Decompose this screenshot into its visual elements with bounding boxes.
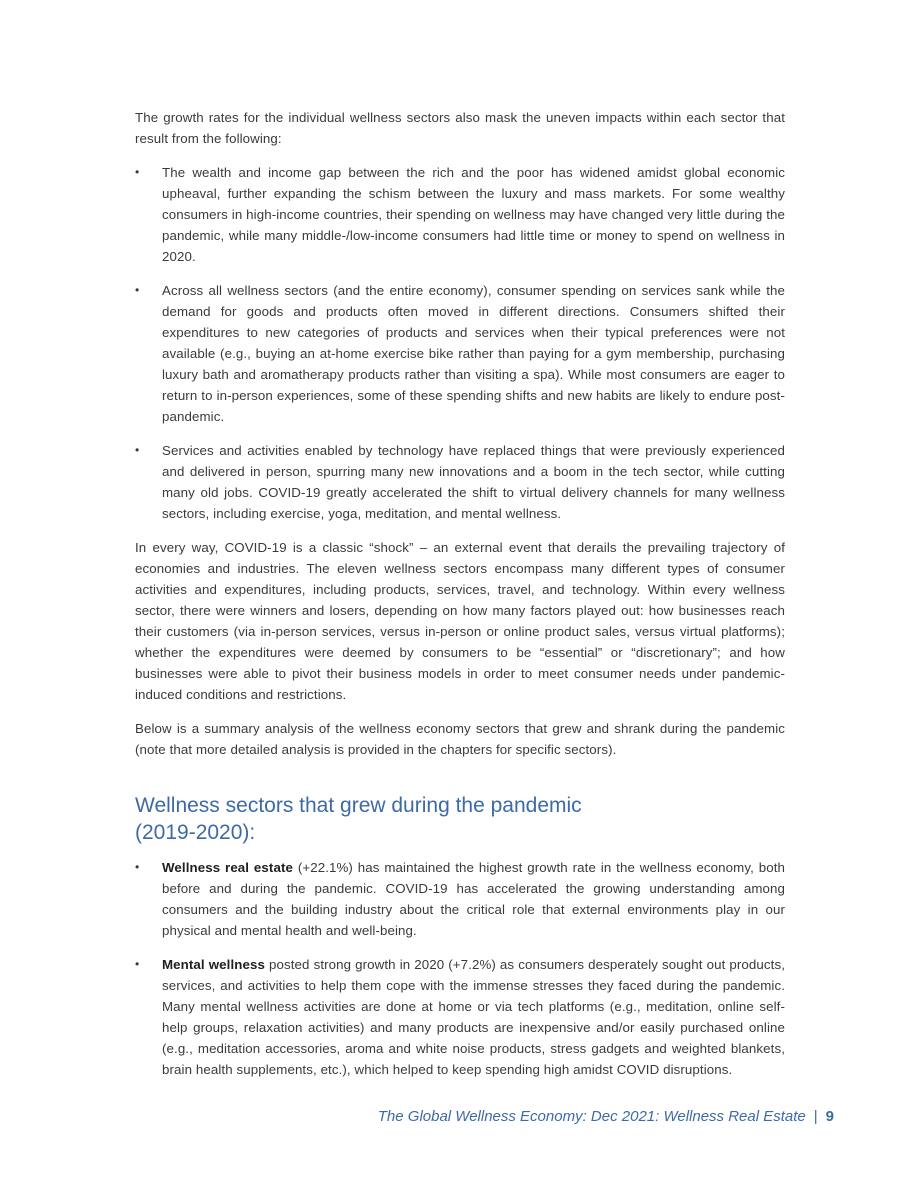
sector-name: Mental wellness <box>162 957 265 972</box>
shock-paragraph: In every way, COVID-19 is a classic “shock” – an external event that derails the prevailing trajectory of economies and industries. The eleven wellness sectors encompass many different types of consumer activities and expenditures, including products, services, travel, and technology. Within every wellness sector, there were winners and losers, depending on how many factors played out: how businesses reach their customers (via in-person services, versus in-person or online product sales, versus virtual platforms); whether the expenditures were deemed by consumers to be “essential” or “discretionary”; and how businesses were able to pivot their business models in order to meet consumer needs under pandemic-induced conditions and restrictions. <box>135 540 785 702</box>
bullet-icon: • <box>135 165 140 179</box>
summary-paragraph: Below is a summary analysis of the wellness economy sectors that grew and shrank during the pandemic (note that more detailed analysis is provided in the chapters for specific sectors). <box>135 721 785 757</box>
list-item <box>135 280 785 427</box>
section-heading-line2: (2019-2020): <box>135 821 256 844</box>
list-item-text: Services and activities enabled by technology have replaced things that were previously experienced and delivered in person, spurring many new innovations and a boom in the tech sector, while cutting many old jobs. COVID-19 greatly accelerated the shift to virtual delivery channels for many wellness sectors, including exercise, yoga, meditation, and mental wellness. <box>162 443 785 521</box>
list-item <box>135 162 785 267</box>
bullet-icon: • <box>135 860 140 874</box>
intro-paragraph: The growth rates for the individual wellness sectors also mask the uneven impacts within each sector that result from the following: <box>135 110 785 146</box>
bullet-icon: • <box>135 957 140 971</box>
list-item-text: The wealth and income gap between the rich and the poor has widened amidst global economic upheaval, further expanding the schism between the luxury and mass markets. For some wealthy consumers in high-income countries, their spending on wellness may have changed very little during the pandemic, while many middle-/low-income consumers had little time or money to spend on wellness in 2020. <box>162 165 785 264</box>
footer-separator: | <box>813 1108 818 1125</box>
bullet-icon: • <box>135 443 140 457</box>
list-item-text: Across all wellness sectors (and the entire economy), consumer spending on services sank while the demand for goods and products often moved in different directions. Consumers shifted their expenditures to new categories of products and services when their typical preferences were not available (e.g., buying an at-home exercise bike rather than paying for a gym membership, purchasing luxury bath and aromatherapy products rather than visiting a spa). While most consumers are eager to return to in-person experiences, some of these spending shifts and new habits are likely to endure post-pandemic. <box>162 283 785 424</box>
list-item-text: (+22.1%) has maintained the highest growth rate in the wellness economy, both before and during the pandemic. COVID-19 has accelerated the growing understanding among consumers and the building industry about the critical role that external environments play in our physical and mental health and well-being. <box>162 860 786 938</box>
sector-name: Wellness real estate <box>162 860 293 875</box>
list-item <box>135 954 785 1080</box>
bullet-icon: • <box>135 283 140 297</box>
list-item-text: posted strong growth in 2020 (+7.2%) as consumers desperately sought out products, services, and activities to help them cope with the immense stresses they faced during the pandemic. Many mental wellness activities are done at home or via tech platforms (e.g., meditation, online self-help groups, relaxation activities) and many products are inexpensive and/or easily purchased online (e.g., meditation accessories, aroma and white noise products, stress gadgets and weighted blankets, brain health supplements, etc.), which helped to keep spending high amidst COVID disruptions. <box>162 957 785 1077</box>
grew-sectors-list <box>135 857 785 1080</box>
list-item <box>135 440 785 524</box>
list-item <box>135 857 785 941</box>
impact-bullet-list <box>135 162 785 524</box>
footer-title: The Global Wellness Economy: Dec 2021: Wellness Real Estate <box>377 1108 806 1125</box>
page-footer <box>378 1108 834 1125</box>
section-heading <box>135 792 785 846</box>
page-number: 9 <box>825 1108 834 1125</box>
section-heading-line1: Wellness sectors that grew during the pandemic <box>135 794 582 817</box>
page-body <box>135 107 785 1093</box>
